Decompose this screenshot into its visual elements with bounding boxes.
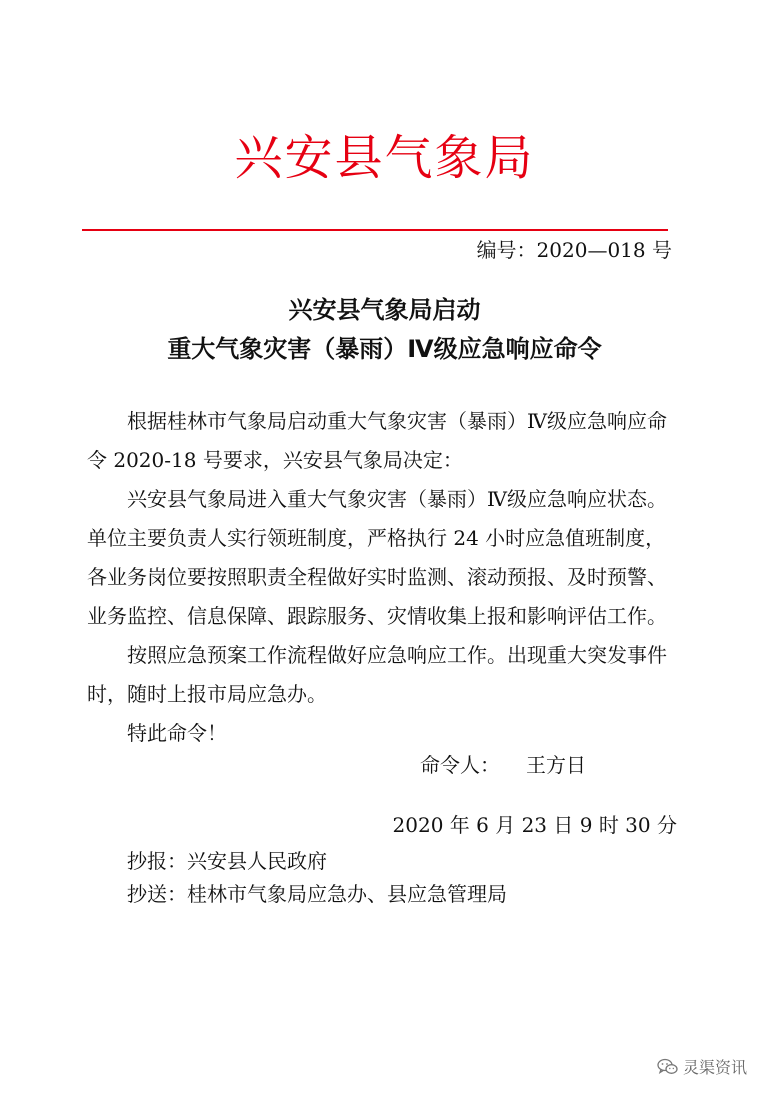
document-number: 编号：2020—018 号 — [476, 238, 672, 262]
issuer-heading: 兴安县气象局 — [234, 130, 535, 186]
body-paragraph: 兴安县气象局进入重大气象灾害（暴雨）Ⅳ级应急响应状态。单位主要负责人实行领班制度，严格执行 24 小时应急值班制度，各业务岗位要按照职责全程做好实时监测、滚动预报、及时预警、业务监控、信息保障、跟踪服务、灾情收集上报和影响评估工作。 — [87, 487, 667, 628]
issue-date: 2020 年 6 月 23 日 9 时 30 分 — [392, 813, 677, 837]
signer-name: 王方日 — [526, 753, 586, 777]
signature-block — [420, 750, 586, 780]
report-to-line: 抄报：兴安县人民政府 — [127, 849, 327, 873]
signer-label: 命令人： — [420, 753, 500, 777]
watermark — [657, 1055, 747, 1078]
document-title-line-1: 兴安县气象局启动 — [288, 296, 481, 324]
document-title-line-2: 重大气象灾害（暴雨）Ⅳ级应急响应命令 — [167, 335, 602, 363]
body-paragraph: 按照应急预案工作流程做好应急响应工作。出现重大突发事件时，随时上报市局应急办。 — [87, 643, 667, 706]
closing-line: 特此命令！ — [127, 721, 227, 745]
wechat-icon — [657, 1058, 679, 1076]
send-to-line: 抄送：桂林市气象局应急办、县应急管理局 — [127, 882, 507, 906]
body-paragraph: 根据桂林市气象局启动重大气象灾害（暴雨）Ⅳ级应急响应命令 2020-18 号要求，兴安县气象局决定： — [87, 409, 667, 472]
watermark-text: 灵渠资讯 — [682, 1058, 747, 1077]
red-divider — [82, 229, 668, 231]
